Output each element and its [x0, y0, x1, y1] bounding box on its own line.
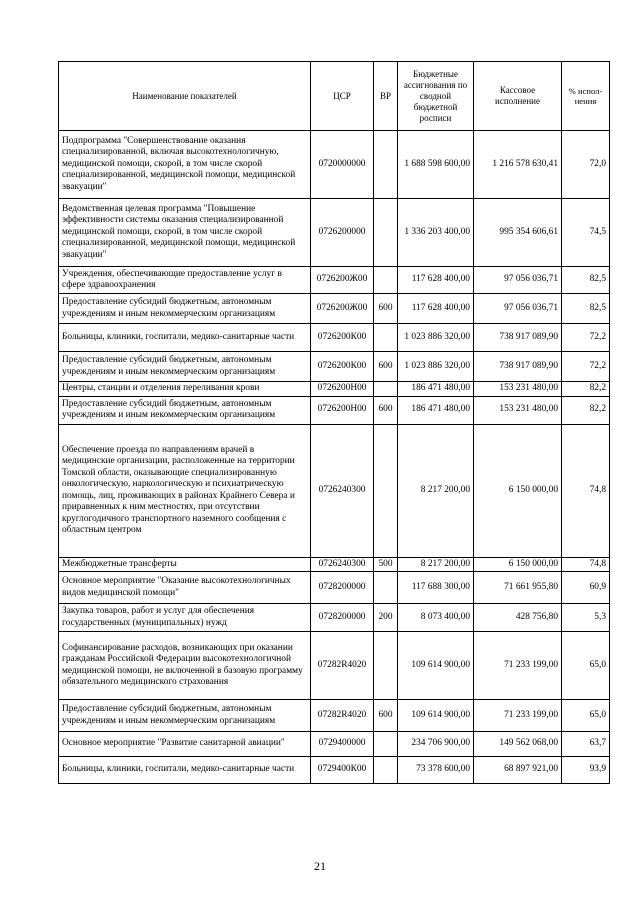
- header-name: Наименование показателей: [59, 62, 311, 131]
- page-number: 21: [314, 859, 326, 873]
- row-cash-cell: 738 917 089,90: [474, 352, 562, 382]
- row-csr-cell: 0726200Н00: [311, 396, 374, 424]
- row-budget-cell: 117 688 300,00: [398, 572, 474, 604]
- row-csr-cell: 0726200Ж00: [311, 294, 374, 324]
- row-percent-cell: 93,9: [562, 757, 610, 784]
- row-vr-cell: [374, 199, 398, 267]
- row-budget-cell: 234 706 900,00: [398, 732, 474, 757]
- row-name-cell: Подпрограмма "Совершенствование оказания специализированной, включая высокотехнологичную, медицинской помощи, скорой, в том числе скорой специализированной, медицинской помощи, медицинской эвакуации": [59, 131, 311, 199]
- row-vr-cell: 500: [374, 557, 398, 572]
- row-cash-cell: 738 917 089,90: [474, 324, 562, 352]
- row-percent-cell: 72,2: [562, 324, 610, 352]
- row-percent-cell: 65,0: [562, 632, 610, 700]
- row-name-cell: Предоставление субсидий бюджетным, автономным учреждениям и иным некоммерческим организациям: [59, 294, 311, 324]
- row-vr-cell: [374, 324, 398, 352]
- row-name-cell: Ведомственная целевая программа "Повышение эффективности системы оказания специализированной медицинской помощи, скорой, в том числе скорой специализированной, медицинской помощи, медицинской эвакуации": [59, 199, 311, 267]
- row-percent-cell: 74,5: [562, 199, 610, 267]
- row-csr-cell: 07282R4020: [311, 632, 374, 700]
- row-budget-cell: 109 614 900,00: [398, 632, 474, 700]
- row-budget-cell: 8 217 200,00: [398, 424, 474, 557]
- row-percent-cell: 82,5: [562, 267, 610, 294]
- header-cash: Кассовое исполнение: [474, 62, 562, 131]
- row-cash-cell: 1 216 578 630,41: [474, 131, 562, 199]
- row-vr-cell: [374, 732, 398, 757]
- row-name-cell: Предоставление субсидий бюджетным, автономным учреждениям и иным некоммерческим организациям: [59, 396, 311, 424]
- row-csr-cell: 0726240300: [311, 557, 374, 572]
- row-vr-cell: [374, 267, 398, 294]
- row-percent-cell: 63,7: [562, 732, 610, 757]
- row-cash-cell: 97 056 036,71: [474, 294, 562, 324]
- row-percent-cell: 65,0: [562, 700, 610, 732]
- table-row: [59, 382, 610, 397]
- row-csr-cell: 0728200000: [311, 604, 374, 632]
- row-vr-cell: 600: [374, 700, 398, 732]
- row-csr-cell: 0720000000: [311, 131, 374, 199]
- row-budget-cell: 117 628 400,00: [398, 267, 474, 294]
- row-cash-cell: 97 056 036,71: [474, 267, 562, 294]
- row-cash-cell: 68 897 921,00: [474, 757, 562, 784]
- table-row: [59, 604, 610, 632]
- row-percent-cell: 72,2: [562, 352, 610, 382]
- row-vr-cell: [374, 424, 398, 557]
- row-cash-cell: 995 354 606,61: [474, 199, 562, 267]
- row-name-cell: Основное мероприятие "Оказание высокотехнологичных видов медицинской помощи": [59, 572, 311, 604]
- row-cash-cell: 71 233 199,00: [474, 700, 562, 732]
- row-cash-cell: 71 661 955,80: [474, 572, 562, 604]
- row-percent-cell: 82,2: [562, 396, 610, 424]
- table-row: [59, 131, 610, 199]
- row-csr-cell: 07282R4020: [311, 700, 374, 732]
- row-percent-cell: 74,8: [562, 424, 610, 557]
- row-vr-cell: [374, 131, 398, 199]
- row-budget-cell: 1 023 886 320,00: [398, 352, 474, 382]
- row-budget-cell: 8 217 200,00: [398, 557, 474, 572]
- header-vr: ВР: [374, 62, 398, 131]
- row-cash-cell: 153 231 480,00: [474, 396, 562, 424]
- row-vr-cell: 600: [374, 352, 398, 382]
- row-vr-cell: [374, 572, 398, 604]
- row-csr-cell: 0726240300: [311, 424, 374, 557]
- row-cash-cell: 428 756,80: [474, 604, 562, 632]
- row-name-cell: Учреждения, обеспечивающие предоставление услуг в сфере здравоохранения: [59, 267, 311, 294]
- row-cash-cell: 149 562 068,00: [474, 732, 562, 757]
- table-row: [59, 757, 610, 784]
- row-name-cell: Центры, станции и отделения переливания крови: [59, 382, 311, 397]
- row-budget-cell: 1 336 203 400,00: [398, 199, 474, 267]
- table-row: [59, 632, 610, 700]
- header-budget: Бюджетные ассигнования по сводной бюджетной росписи: [398, 62, 474, 131]
- table-row: [59, 732, 610, 757]
- row-csr-cell: 0726200К00: [311, 352, 374, 382]
- row-name-cell: Больницы, клиники, госпитали, медико-санитарные части: [59, 757, 311, 784]
- row-percent-cell: 82,2: [562, 382, 610, 397]
- row-csr-cell: 0726200Ж00: [311, 267, 374, 294]
- row-vr-cell: 200: [374, 604, 398, 632]
- table-header-row: [59, 62, 610, 131]
- row-vr-cell: 600: [374, 294, 398, 324]
- row-percent-cell: 60,9: [562, 572, 610, 604]
- table-row: [59, 700, 610, 732]
- row-name-cell: Межбюджетные трансферты: [59, 557, 311, 572]
- row-budget-cell: 186 471 480,00: [398, 396, 474, 424]
- table-row: [59, 199, 610, 267]
- table-body: [59, 131, 610, 784]
- row-name-cell: Больницы, клиники, госпитали, медико-санитарные части: [59, 324, 311, 352]
- row-percent-cell: 82,5: [562, 294, 610, 324]
- row-vr-cell: [374, 757, 398, 784]
- row-cash-cell: 71 233 199,00: [474, 632, 562, 700]
- row-budget-cell: 186 471 480,00: [398, 382, 474, 397]
- row-csr-cell: 0726200К00: [311, 324, 374, 352]
- table-row: [59, 294, 610, 324]
- table-row: [59, 324, 610, 352]
- row-name-cell: Закупка товаров, работ и услуг для обеспечения государственных (муниципальных) нужд: [59, 604, 311, 632]
- table-row: [59, 424, 610, 557]
- row-csr-cell: 0728200000: [311, 572, 374, 604]
- row-budget-cell: 73 378 600,00: [398, 757, 474, 784]
- table-row: [59, 572, 610, 604]
- row-vr-cell: [374, 632, 398, 700]
- table-row: [59, 352, 610, 382]
- table-row: [59, 396, 610, 424]
- row-percent-cell: 72,0: [562, 131, 610, 199]
- row-name-cell: Софинансирование расходов, возникающих при оказании гражданам Российской Федерации высокотехнологичной медицинской помощи, не включенной в базовую программу обязательного медицинского страхования: [59, 632, 311, 700]
- row-cash-cell: 153 231 480,00: [474, 382, 562, 397]
- budget-execution-table: [58, 61, 610, 784]
- row-budget-cell: 8 073 400,00: [398, 604, 474, 632]
- row-budget-cell: 1 688 598 600,00: [398, 131, 474, 199]
- row-name-cell: Предоставление субсидий бюджетным, автономным учреждениям и иным некоммерческим организациям: [59, 700, 311, 732]
- row-percent-cell: 74,8: [562, 557, 610, 572]
- row-csr-cell: 0726200000: [311, 199, 374, 267]
- row-budget-cell: 109 614 900,00: [398, 700, 474, 732]
- row-name-cell: Обеспечение проезда по направлениям врачей в медицинские организации, расположенные на территории Томской области, оказывающие специализированную онкологическую, наркологическую и психиатрическую помощь, лиц, проживающих в районах Крайнего Севера и приравненных к ним местностях, при отсутствии круглогодичного транспортного наземного сообщения с областным центром: [59, 424, 311, 557]
- row-name-cell: Предоставление субсидий бюджетным, автономным учреждениям и иным некоммерческим организациям: [59, 352, 311, 382]
- table-row: [59, 267, 610, 294]
- header-percent: % испол-нения: [562, 62, 610, 131]
- header-csr: ЦСР: [311, 62, 374, 131]
- row-csr-cell: 0729400К00: [311, 757, 374, 784]
- row-vr-cell: [374, 382, 398, 397]
- row-vr-cell: 600: [374, 396, 398, 424]
- row-budget-cell: 117 628 400,00: [398, 294, 474, 324]
- table-row: [59, 557, 610, 572]
- row-cash-cell: 6 150 000,00: [474, 424, 562, 557]
- row-csr-cell: 0729400000: [311, 732, 374, 757]
- row-cash-cell: 6 150 000,00: [474, 557, 562, 572]
- row-name-cell: Основное мероприятие "Развитие санитарной авиации": [59, 732, 311, 757]
- row-csr-cell: 0726200Н00: [311, 382, 374, 397]
- row-budget-cell: 1 023 886 320,00: [398, 324, 474, 352]
- row-percent-cell: 5,3: [562, 604, 610, 632]
